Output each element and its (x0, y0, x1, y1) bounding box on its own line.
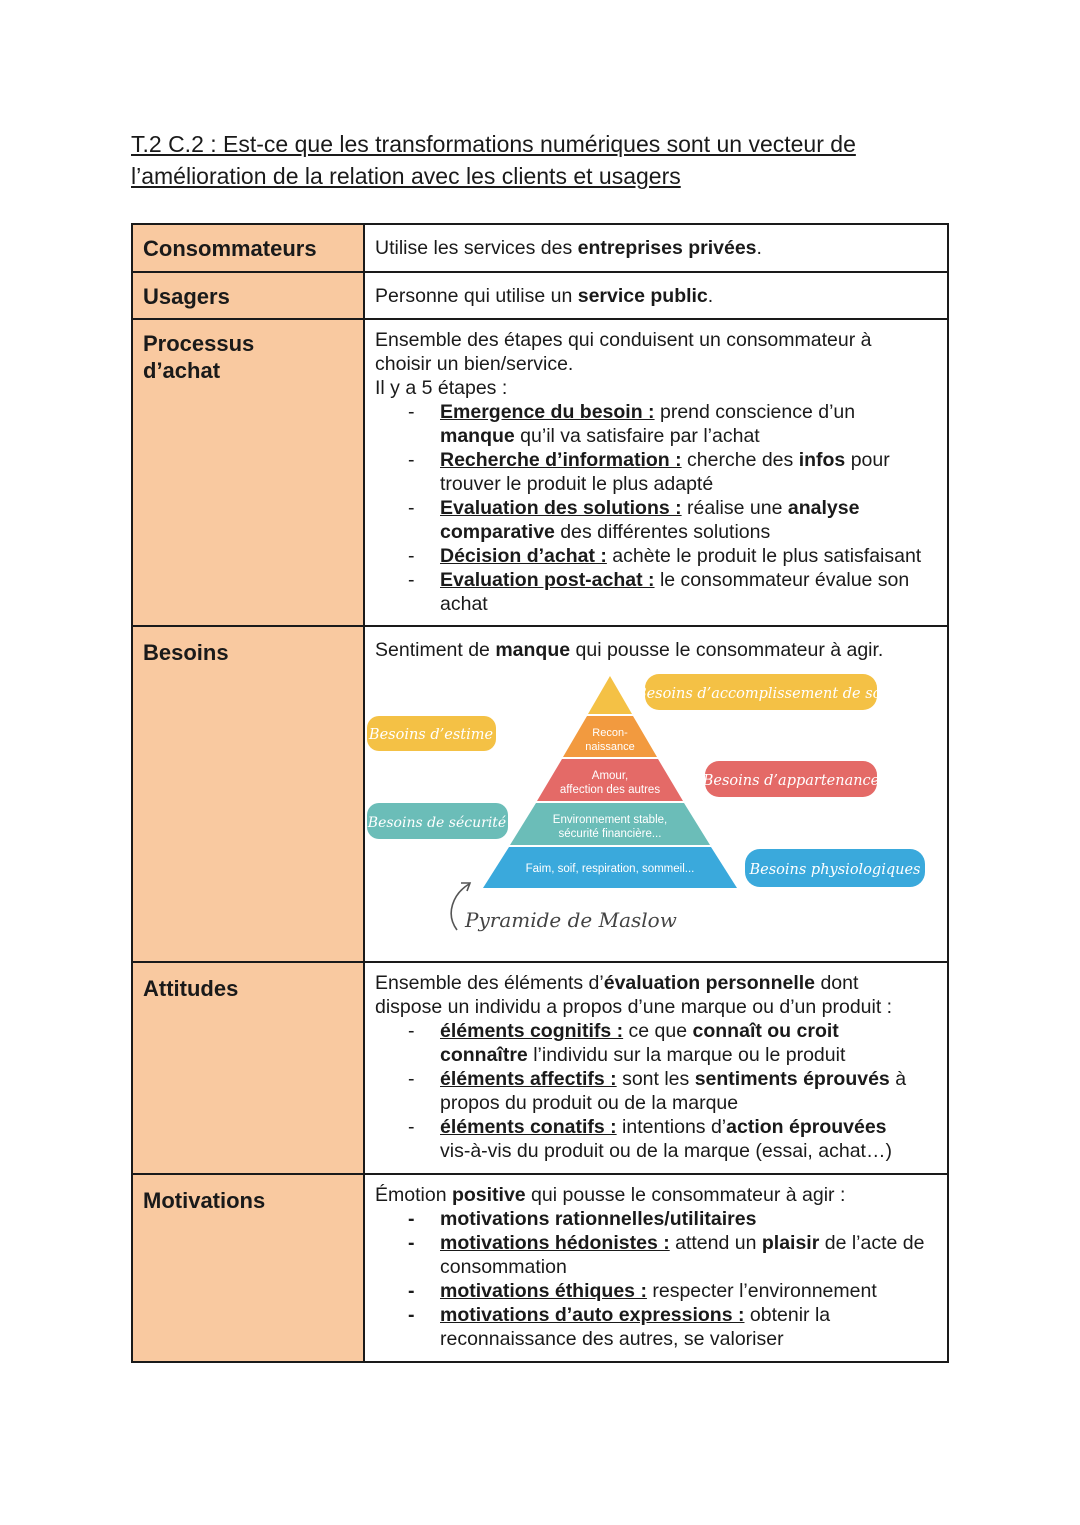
item-bold: connaître (440, 1044, 528, 1066)
level4-text-b: naissance (585, 741, 635, 753)
item-head: motivations éthiques : (440, 1280, 647, 1302)
term-consommateurs: Consommateurs (132, 224, 364, 272)
row-motivations (132, 1174, 948, 1362)
def-bold: entreprises privées (577, 237, 757, 259)
def-text: qui pousse le consommateur à agir. (570, 639, 884, 661)
level2-text-a: Environnement stable, (552, 814, 668, 826)
item-bold: analyse (787, 497, 860, 519)
def-motivations (364, 1174, 948, 1362)
term-processus (132, 319, 364, 626)
item-text: qu’il va satisfaire par l’achat (514, 425, 760, 447)
item-text: sont les (616, 1068, 695, 1090)
def-line: dispose un individu a propos d’une marque ou d’un produit : (375, 996, 893, 1018)
row-besoins (132, 626, 948, 962)
item-text: réalise une (681, 497, 788, 519)
item-text: reconnaissance des autres, se valoriser (440, 1328, 784, 1350)
level2-text-b: sécurité financière... (558, 828, 662, 840)
item-head: motivations d’auto expressions : (440, 1304, 745, 1326)
item-text: obtenir la (744, 1304, 831, 1326)
item-bold: infos (798, 449, 846, 471)
item-text: achète le produit le plus satisfaisant (606, 545, 922, 567)
def-attitudes (364, 962, 948, 1174)
item-bold: comparative (440, 521, 555, 543)
list-item (440, 1067, 937, 1115)
tag-physiologiques: Besoins physiologiques (749, 862, 921, 878)
item-text: propos du produit ou de la marque (440, 1092, 739, 1114)
def-besoins (364, 626, 948, 962)
item-text: trouver le produit le plus adapté (440, 473, 714, 495)
item-head: Emergence du besoin : (440, 401, 655, 423)
def-line (375, 1183, 937, 1207)
term-attitudes: Attitudes (132, 962, 364, 1174)
tag-estime: Besoins d’estime (368, 727, 494, 743)
def-line: Ensemble des étapes qui conduisent un consommateur à (375, 329, 872, 351)
def-line: choisir un bien/service. (375, 353, 574, 375)
def-text: qui pousse le consommateur à agir : (525, 1184, 846, 1206)
term-line: Processus (143, 331, 255, 356)
def-bold: service public (577, 285, 708, 307)
item-head: éléments affectifs : (440, 1068, 617, 1090)
item-bold: motivations rationnelles/utilitaires (440, 1208, 757, 1230)
def-line (375, 971, 937, 995)
item-text: attend un (669, 1232, 762, 1254)
tag-accomplissement: Besoins d’accomplissement de soi (635, 686, 887, 702)
item-text: des différentes solutions (554, 521, 771, 543)
tag-appartenance: Besoins d’appartenance (702, 773, 880, 789)
level3-text-a: Amour, (591, 770, 629, 782)
list-item (440, 544, 937, 568)
page-title (131, 128, 951, 192)
def-bold: évaluation personnelle (603, 972, 816, 994)
def-processus (364, 319, 948, 626)
item-head: éléments conatifs : (440, 1116, 617, 1138)
item-text: de l’acte de (819, 1232, 925, 1254)
row-processus (132, 319, 948, 626)
item-head: Recherche d’information : (440, 449, 682, 471)
row-attitudes (132, 962, 948, 1174)
def-text: Utilise les services des (375, 237, 578, 259)
term-usagers: Usagers (132, 272, 364, 319)
def-text: dont (815, 972, 859, 994)
item-bold: action éprouvées (726, 1116, 887, 1138)
def-text: Personne qui utilise un (375, 285, 578, 307)
item-text: ce que (623, 1020, 693, 1042)
list-item (440, 568, 937, 616)
item-head: éléments cognitifs : (440, 1020, 624, 1042)
motivations-list (375, 1207, 937, 1351)
item-head: Evaluation post-achat : (440, 569, 655, 591)
item-text: le consommateur évalue son (654, 569, 910, 591)
item-text: l’individu sur la marque ou le produit (527, 1044, 846, 1066)
def-text: . (707, 285, 714, 307)
def-text: Sentiment de (375, 639, 496, 661)
item-bold: connaît ou croit (692, 1020, 839, 1042)
item-text: à (889, 1068, 907, 1090)
list-item (440, 1207, 937, 1231)
pyramid-caption: Pyramide de Maslow (465, 908, 677, 932)
item-text: intentions d’ (616, 1116, 727, 1138)
list-item (440, 400, 937, 448)
def-text: Émotion (375, 1184, 452, 1206)
def-text: Ensemble des éléments d’ (375, 972, 604, 994)
definitions-table (131, 223, 949, 1363)
item-head: motivations hédonistes : (440, 1232, 670, 1254)
maslow-pyramid (365, 662, 955, 952)
list-item (440, 1303, 937, 1351)
attitudes-list (375, 1019, 937, 1163)
maslow-figure (367, 662, 937, 952)
item-text: achat (440, 593, 488, 615)
pyramid-level-top (588, 676, 632, 714)
item-head: Evaluation des solutions : (440, 497, 682, 519)
title-line-1: T.2 C.2 : Est-ce que les transformations numériques sont un vecteur de (131, 131, 856, 157)
def-usagers (364, 272, 948, 319)
title-line-2: l’amélioration de la relation avec les clients et usagers (131, 163, 681, 189)
def-bold: manque (495, 639, 571, 661)
row-usagers (132, 272, 948, 319)
list-item (440, 448, 937, 496)
item-text: cherche des (681, 449, 799, 471)
item-bold: manque (440, 425, 515, 447)
def-line: Il y a 5 étapes : (375, 377, 508, 399)
list-item (440, 1231, 937, 1279)
term-line: d’achat (143, 358, 221, 383)
item-text: prend conscience d’un (654, 401, 856, 423)
item-bold: plaisir (761, 1232, 820, 1254)
def-text: . (756, 237, 762, 259)
item-text: consommation (440, 1256, 567, 1278)
row-consommateurs (132, 224, 948, 272)
level1-text: Faim, soif, respiration, sommeil... (525, 863, 695, 875)
etapes-list (375, 400, 937, 616)
level4-text-a: Recon- (592, 727, 628, 739)
level3-text-b: affection des autres (559, 784, 661, 796)
list-item (440, 1279, 937, 1303)
term-besoins: Besoins (132, 626, 364, 962)
def-consommateurs (364, 224, 948, 272)
list-item (440, 1019, 937, 1067)
item-text: pour (845, 449, 890, 471)
list-item (440, 496, 937, 544)
item-head: Décision d’achat : (440, 545, 607, 567)
item-bold: sentiments éprouvés (694, 1068, 890, 1090)
tag-securite: Besoins de sécurité (367, 815, 507, 831)
def-bold: positive (451, 1184, 526, 1206)
item-text: vis-à-vis du produit ou de la marque (essai, achat…) (440, 1140, 892, 1162)
list-item (440, 1115, 937, 1163)
term-motivations: Motivations (132, 1174, 364, 1362)
item-text: respecter l’environnement (646, 1280, 877, 1302)
